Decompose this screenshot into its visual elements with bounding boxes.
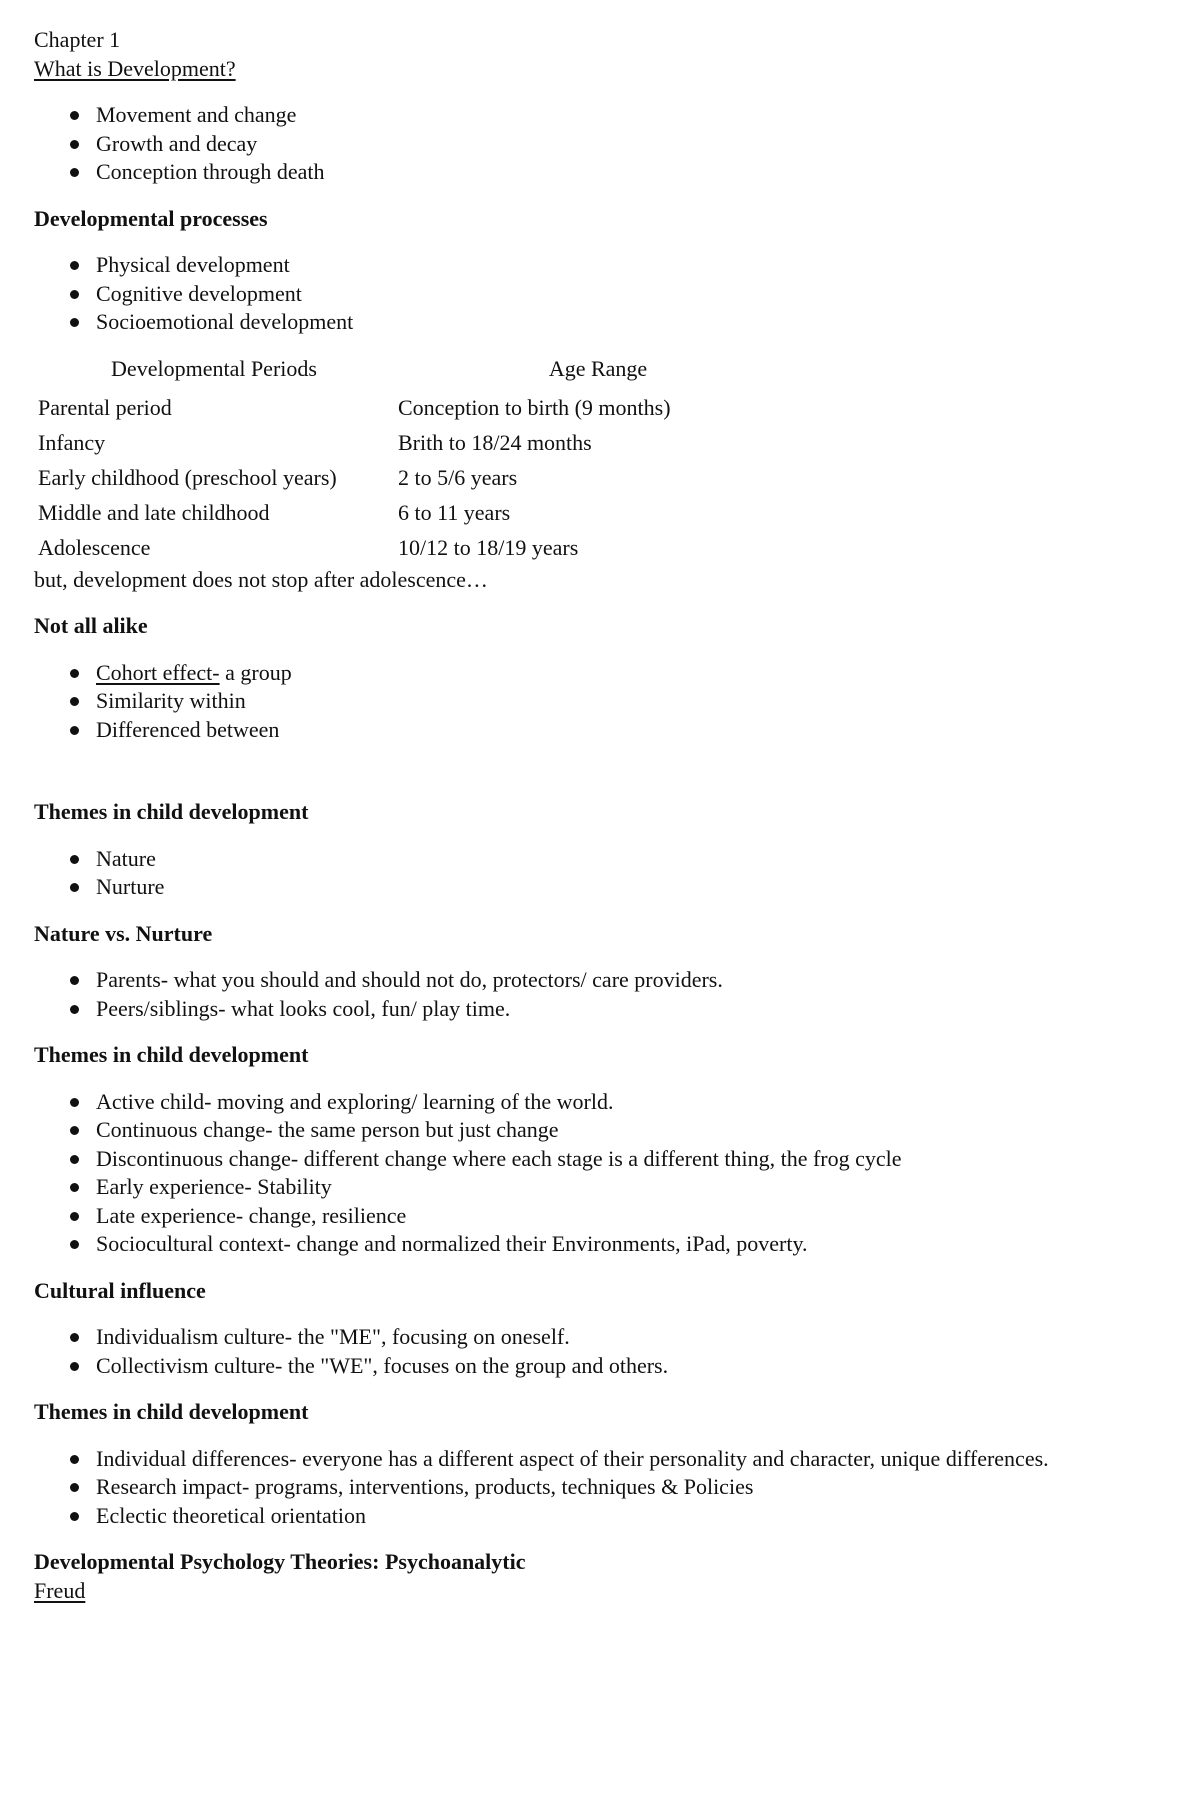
list-item: Nurture	[34, 873, 1154, 902]
list-item: Parents- what you should and should not do, protectors/ care providers.	[34, 966, 1154, 995]
cohort-effect-term: Cohort effect-	[96, 659, 220, 685]
list-item: Differenced between	[34, 716, 1154, 745]
list-item: Conception through death	[34, 158, 1154, 187]
themes-2-bullet-list	[34, 1088, 1154, 1259]
periods-note: but, development does not stop after adolescence…	[34, 566, 488, 592]
list-item: Early experience- Stability	[34, 1173, 1154, 1202]
table-row	[34, 391, 802, 426]
list-item: Eclectic theoretical orientation	[34, 1502, 1154, 1531]
table-cell-range: 10/12 to 18/19 years	[398, 534, 579, 560]
table-cell-period: Middle and late childhood	[38, 499, 270, 525]
spacer	[34, 1427, 1154, 1445]
theories-subheading: Freud	[34, 1577, 86, 1603]
list-item: Growth and decay	[34, 130, 1154, 159]
cultural-bullet-list	[34, 1323, 1154, 1380]
spacer	[34, 827, 1154, 845]
list-item: Late experience- change, resilience	[34, 1202, 1154, 1231]
spacer	[34, 744, 1154, 798]
list-item	[34, 659, 1154, 688]
list-item: Continuous change- the same person but just change	[34, 1116, 1154, 1145]
document-page	[34, 26, 1154, 1605]
table-row	[34, 496, 802, 531]
section-heading-theories: Developmental Psychology Theories: Psychoanalytic	[34, 1549, 526, 1574]
list-item: Active child- moving and exploring/ learning of the world.	[34, 1088, 1154, 1117]
cohort-effect-definition: a group	[219, 659, 292, 685]
section-heading-themes-2: Themes in child development	[34, 1042, 309, 1067]
spacer	[34, 948, 1154, 966]
table-cell-range: Brith to 18/24 months	[398, 429, 592, 455]
spacer	[34, 902, 1154, 920]
column-header-age-range: Age Range	[548, 356, 648, 382]
themes-1-bullet-list	[34, 845, 1154, 902]
table-row	[34, 461, 802, 496]
column-header-periods: Developmental Periods	[111, 356, 317, 382]
section-heading-themes-1: Themes in child development	[34, 799, 309, 824]
chapter-label: Chapter 1	[34, 27, 121, 52]
spacer	[34, 337, 1154, 355]
spacer	[34, 233, 1154, 251]
spacer	[34, 1070, 1154, 1088]
list-item: Physical development	[34, 251, 1154, 280]
spacer	[34, 1530, 1154, 1548]
spacer	[34, 641, 1154, 659]
developmental-periods-table	[34, 355, 802, 566]
table-cell-range: 2 to 5/6 years	[398, 464, 518, 490]
list-item: Discontinuous change- different change where each stage is a different thing, the frog cycle	[34, 1145, 1154, 1174]
table-cell-period: Early childhood (preschool years)	[38, 464, 337, 490]
spacer	[34, 83, 1154, 101]
list-item: Cognitive development	[34, 280, 1154, 309]
spacer	[34, 1259, 1154, 1277]
spacer	[34, 1380, 1154, 1398]
list-item: Individualism culture- the "ME", focusing on oneself.	[34, 1323, 1154, 1352]
table-cell-period: Parental period	[38, 394, 172, 420]
section-heading-themes-3: Themes in child development	[34, 1399, 309, 1424]
list-item: Socioemotional development	[34, 308, 1154, 337]
list-item: Nature	[34, 845, 1154, 874]
section-heading-processes: Developmental processes	[34, 205, 268, 231]
spacer	[34, 1023, 1154, 1041]
list-item: Peers/siblings- what looks cool, fun/ play time.	[34, 995, 1154, 1024]
spacer	[34, 187, 1154, 205]
table-cell-range: 6 to 11 years	[398, 499, 511, 525]
table-row	[34, 426, 802, 461]
list-item: Sociocultural context- change and normalized their Environments, iPad, poverty.	[34, 1230, 1154, 1259]
list-item: Similarity within	[34, 687, 1154, 716]
not-all-alike-bullet-list	[34, 659, 1154, 745]
section-heading-nature-nurture: Nature vs. Nurture	[34, 920, 213, 946]
list-item: Research impact- programs, interventions, products, techniques & Policies	[34, 1473, 1154, 1502]
table-header-row	[34, 355, 802, 391]
section-heading-not-all-alike: Not all alike	[34, 613, 148, 638]
table-row	[34, 531, 802, 566]
page-title: What is Development?	[34, 55, 236, 81]
list-item: Individual differences- everyone has a different aspect of their personality and character, unique differences.	[34, 1445, 1154, 1474]
themes-3-bullet-list	[34, 1445, 1154, 1531]
nature-nurture-bullet-list	[34, 966, 1154, 1023]
spacer	[34, 594, 1154, 612]
table-cell-period: Infancy	[38, 429, 106, 455]
table-cell-range: Conception to birth (9 months)	[398, 394, 671, 420]
intro-bullet-list	[34, 101, 1154, 187]
processes-bullet-list	[34, 251, 1154, 337]
table-cell-period: Adolescence	[38, 534, 151, 560]
section-heading-cultural: Cultural influence	[34, 1277, 206, 1303]
list-item: Movement and change	[34, 101, 1154, 130]
spacer	[34, 1305, 1154, 1323]
list-item: Collectivism culture- the "WE", focuses on the group and others.	[34, 1352, 1154, 1381]
